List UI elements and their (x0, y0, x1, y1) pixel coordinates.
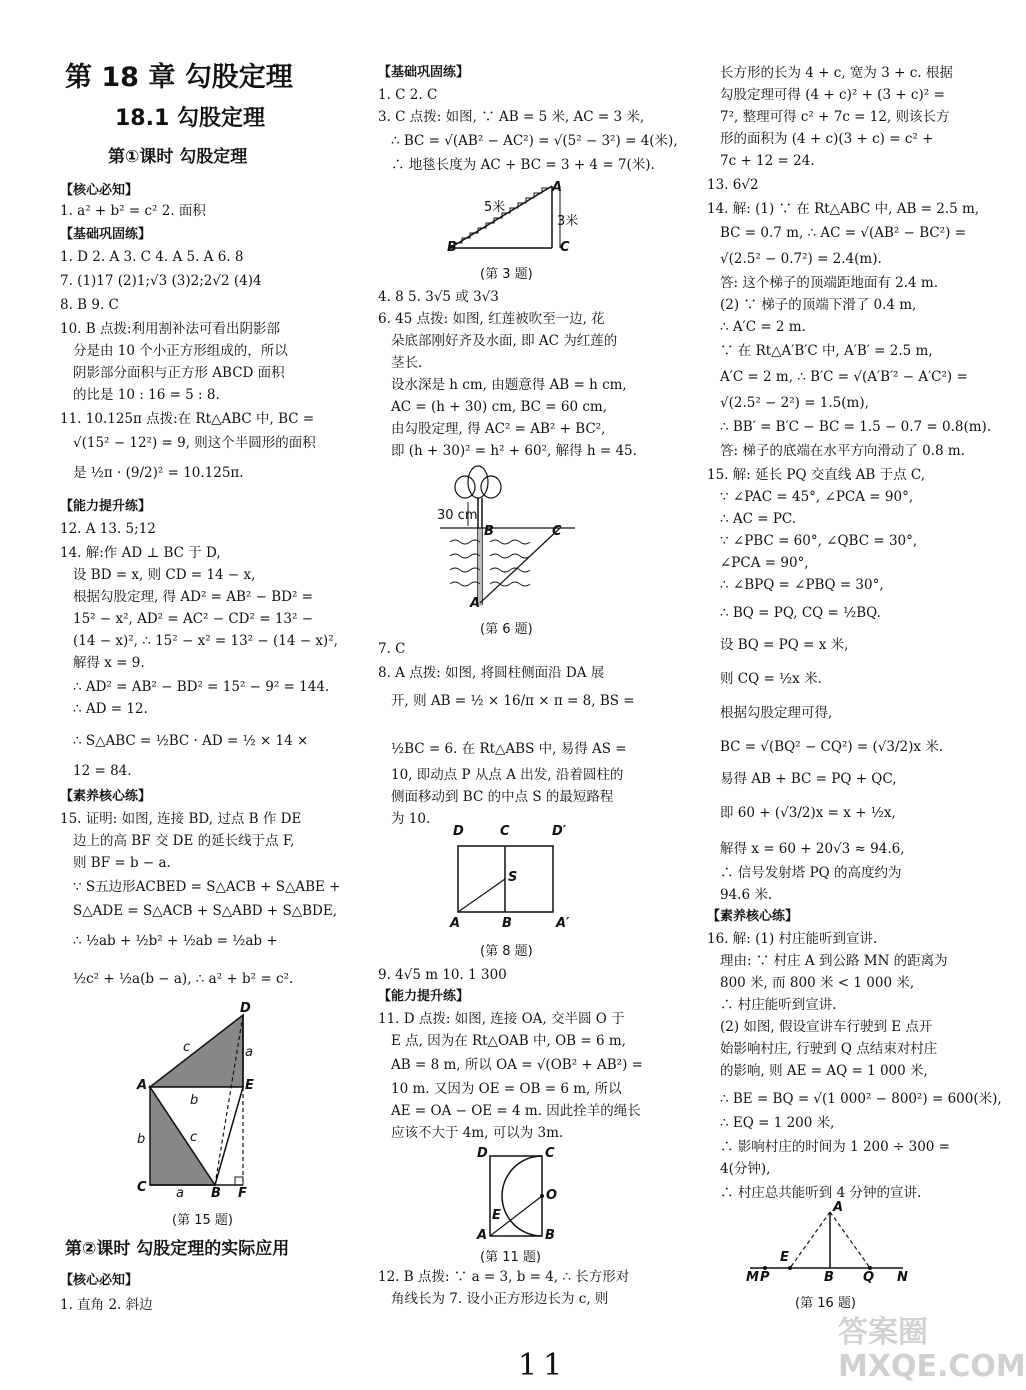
label: P (760, 1270, 770, 1285)
text-line: √(15² − 12²) = 9, 则这个半圆形的面积 (73, 435, 316, 451)
text-line: 【能力提升练】 (60, 499, 152, 514)
text-line: 8. B 9. C (60, 297, 119, 313)
text-line: 14. 解:作 AD ⊥ BC 于 D, (60, 545, 221, 561)
figure-caption: (第 3 题) (480, 267, 533, 282)
text-line: ∴ EQ = 1 200 米, (720, 1115, 835, 1131)
text-line: 的比是 10 : 16 = 5 : 8. (73, 387, 220, 403)
label: A (552, 180, 563, 195)
text-line: 长方形的长为 4 + c, 宽为 3 + c. 根据 (720, 65, 953, 81)
text-line: 边上的高 BF 交 DE 的延长线于点 F, (73, 833, 295, 849)
text-line: 【能力提升练】 (378, 989, 470, 1004)
text-line: 7. (1)17 (2)1;√3 (3)2;2√2 (4)4 (60, 273, 262, 289)
text-line: 10. B 点拨:利用割补法可看出阴影部 (60, 321, 281, 337)
watermark-logo: 答案圈 MXQE.COM (838, 1315, 1026, 1384)
text-line: 勾股定理可得 (4 + c)² + (3 + c)² = (720, 87, 945, 103)
text-line: ∵ 在 Rt△A′B′C 中, A′B′ = 2.5 m, (720, 343, 933, 359)
text-line: 6. 45 点拨: 如图, 红莲被吹至一边, 花 (378, 311, 605, 327)
text-line: 设水深是 h cm, 由题意得 AB = h cm, (391, 377, 627, 393)
label: b (137, 1132, 146, 1147)
label: 5米 (484, 200, 506, 215)
label: 30 cm (437, 508, 478, 523)
figure-caption: (第 11 题) (480, 1250, 541, 1265)
text-line: 解得 x = 9. (73, 655, 145, 671)
text-line: 即 (h + 30)² = h² + 60², 解得 h = 45. (391, 443, 637, 459)
text-line: 【核心必知】 (60, 1273, 139, 1288)
label: E (245, 1078, 254, 1093)
text-line: 【素养核心练】 (60, 789, 152, 804)
figure-6-diagram (430, 460, 590, 610)
label: b (190, 1093, 199, 1108)
text-line: AB = 8 m, 所以 OA = √(OB² + AB²) = (391, 1057, 643, 1073)
text-line: 16. 解: (1) 村庄能听到宣讲. (707, 931, 878, 947)
label: S (508, 870, 518, 885)
text-line: ∵ S五边形ACBED = S△ACB + S△ABE + (73, 879, 341, 895)
text-line: 7. C (378, 641, 406, 657)
text-line: ½c² + ½a(b − a), ∴ a² + b² = c². (73, 971, 294, 987)
label: A (833, 1200, 844, 1215)
label: A′ (556, 916, 570, 931)
label: F (238, 1186, 247, 1201)
figure-caption: (第 6 题) (480, 622, 533, 637)
text-line: 【基础巩固练】 (378, 65, 470, 80)
label: A (450, 916, 461, 931)
text-line: E 点, 因为在 Rt△OAB 中, OB = 6 m, (391, 1033, 626, 1049)
text-line: 10 m. 又因为 OE = OB = 6 m, 所以 (391, 1081, 622, 1097)
text-line: ∴ BQ = PQ, CQ = ½BQ. (720, 605, 881, 621)
text-line: 7², 整理可得 c² + 7c = 12, 则该长方 (720, 109, 950, 125)
text-line: 是 ½π · (9/2)² = 10.125π. (73, 465, 244, 481)
text-line: 的影响, 则 AE = AQ = 1 000 米, (720, 1063, 928, 1079)
label: O (546, 1188, 558, 1203)
text-line: √(2.5² − 2²) = 1.5(m), (720, 395, 869, 411)
label: D′ (552, 824, 567, 839)
figure-16-diagram (745, 1200, 915, 1280)
text-line: 1. C 2. C (378, 87, 438, 103)
text-line: ∴ AC = PC. (720, 511, 797, 527)
text-line: 7c + 12 = 24. (720, 153, 815, 169)
text-line: ∴ ∠BPQ = ∠PBQ = 30°, (720, 577, 884, 593)
text-line: AE = OA − OE = 4 m. 因此拴羊的绳长 (391, 1103, 641, 1119)
text-line: 【素养核心练】 (707, 909, 799, 924)
page-number: 11 (518, 1348, 569, 1383)
text-line: 15. 证明: 如图, 连接 BD, 过点 B 作 DE (60, 811, 302, 827)
label: A (470, 596, 481, 611)
text-line: 3. C 点拨: 如图, ∵ AB = 5 米, AC = 3 米, (378, 109, 645, 125)
text-line: 答: 这个梯子的顶端距地面有 2.4 m. (720, 275, 938, 291)
text-line: ∠PCA = 90°, (720, 555, 809, 571)
figure-caption: (第 15 题) (172, 1213, 233, 1228)
text-line: ½BC = 6. 在 Rt△ABS 中, 易得 AS = (391, 741, 627, 757)
text-line: 12. B 点拨: ∵ a = 3, b = 4, ∴ 长方形对 (378, 1269, 630, 1285)
text-line: 1. D 2. A 3. C 4. A 5. A 6. 8 (60, 249, 244, 265)
text-line: 4(分钟), (720, 1161, 771, 1177)
text-line: 【核心必知】 (60, 183, 139, 198)
text-line: 即 60 + (√3/2)x = x + ½x, (720, 805, 896, 821)
text-line: 12. A 13. 5;12 (60, 521, 156, 537)
text-line: 形的面积为 (4 + c)(3 + c) = c² + (720, 131, 934, 147)
figure-8-diagram (450, 838, 560, 918)
text-line: A′C = 2 m, ∴ B′C = √(A′B′² − A′C²) = (720, 369, 968, 385)
label: A (137, 1078, 148, 1093)
text-line: 则 CQ = ½x 米. (720, 671, 822, 687)
figure-caption: (第 8 题) (480, 944, 533, 959)
text-line: √(2.5² − 0.7²) = 2.4(m). (720, 251, 882, 267)
label: a (245, 1045, 253, 1060)
text-line: 侧面移动到 BC 的中点 S 的最短路程 (391, 789, 614, 805)
text-line: 14. 解: (1) ∵ 在 Rt△ABC 中, AB = 2.5 m, (707, 201, 980, 217)
text-line: 【基础巩固练】 (60, 227, 152, 242)
section-title: 18.1 勾股定理 (115, 106, 265, 131)
text-line: ∴ BB′ = B′C − BC = 1.5 − 0.7 = 0.8(m). (720, 419, 992, 435)
text-line: 11. 10.125π 点拨:在 Rt△ABC 中, BC = (60, 411, 315, 427)
label: B (484, 524, 494, 539)
text-line: 则 BF = b − a. (73, 855, 171, 871)
text-line: AC = (h + 30) cm, BC = 60 cm, (391, 399, 608, 415)
text-line: 8. A 点拨: 如图, 将圆柱侧面沿 DA 展 (378, 665, 605, 681)
text-line: 根据勾股定理, 得 AD² = AB² − BD² = (73, 589, 313, 605)
text-line: ∵ ∠PBC = 60°, ∠QBC = 30°, (720, 533, 918, 549)
label: B (211, 1186, 221, 1201)
figure-caption: (第 16 题) (795, 1296, 856, 1311)
label: D (453, 824, 464, 839)
text-line: BC = 0.7 m, ∴ AC = √(AB² − BC²) = (720, 225, 967, 241)
lesson-title: 第①课时 勾股定理 (108, 147, 248, 167)
label: B (545, 1228, 555, 1243)
text-line: ∴ S△ABC = ½BC · AD = ½ × 14 × (73, 733, 309, 749)
label: B (824, 1270, 834, 1285)
text-line: ∵ ∠PAC = 45°, ∠PCA = 90°, (720, 489, 914, 505)
label: A (477, 1228, 488, 1243)
text-line: ∴ A′C = 2 m. (720, 319, 806, 335)
text-line: 15. 解: 延长 PQ 交直线 AB 于点 C, (707, 467, 926, 483)
text-line: 15² − x², AD² = AC² − CD² = 13² − (73, 611, 314, 627)
text-line: ∴ 地毯长度为 AC + BC = 3 + 4 = 7(米). (391, 157, 655, 173)
label: N (897, 1270, 908, 1285)
text-line: 角线长为 7. 设小正方形边长为 c, 则 (391, 1291, 609, 1307)
text-line: 4. 8 5. 3√5 或 3√3 (378, 289, 499, 305)
text-line: ∴ ½ab + ½b² + ½ab = ½ab + (73, 933, 278, 949)
label: E (492, 1208, 501, 1223)
label: B (502, 916, 512, 931)
label: C (552, 524, 562, 539)
label: c (183, 1040, 191, 1055)
label: Q (863, 1270, 875, 1285)
label: c (190, 1130, 198, 1145)
label: 3米 (557, 214, 579, 229)
text-line: 开, 则 AB = ½ × 16/π × π = 8, BS = (391, 693, 635, 709)
label: C (560, 240, 570, 255)
text-line: 应该不大于 4m, 可以为 3m. (391, 1125, 564, 1141)
text-line: BC = √(BQ² − CQ²) = (√3/2)x 米. (720, 739, 944, 755)
text-line: 1. a² + b² = c² 2. 面积 (60, 203, 206, 219)
text-line: 1. 直角 2. 斜边 (60, 1297, 153, 1313)
text-line: 为 10. (391, 811, 431, 827)
label: C (500, 824, 510, 839)
text-line: ∴ BE = BQ = √(1 000² − 800²) = 600(米), (720, 1091, 1002, 1107)
text-line: 11. D 点拨: 如图, 连接 OA, 交半圆 O 于 (378, 1011, 625, 1027)
label: C (545, 1146, 555, 1161)
label: D (477, 1146, 488, 1161)
text-line: 设 BD = x, 则 CD = 14 − x, (73, 567, 256, 583)
text-line: 朵底部刚好齐及水面, 即 AC 为红莲的 (391, 333, 618, 349)
lesson-title: 第②课时 勾股定理的实际应用 (65, 1239, 290, 1259)
text-line: 解得 x = 60 + 20√3 ≈ 94.6, (720, 841, 905, 857)
text-line: 茎长. (391, 355, 423, 371)
text-line: 94.6 米. (720, 887, 773, 903)
text-line: ∴ 影响村庄的时间为 1 200 ÷ 300 = (720, 1139, 950, 1155)
label: C (137, 1180, 147, 1195)
chapter-title: 第 18 章 勾股定理 (65, 62, 293, 93)
text-line: (14 − x)², ∴ 15² − x² = 13² − (14 − x)², (73, 633, 338, 649)
text-line: 由勾股定理, 得 AC² = AB² + BC², (391, 421, 606, 437)
text-line: 10, 即动点 P 从点 A 出发, 沿着圆柱的 (391, 767, 624, 783)
text-line: 根据勾股定理可得, (720, 705, 833, 721)
text-line: 答: 梯子的底端在水平方向滑动了 0.8 m. (720, 443, 965, 459)
text-line: ∴ AD = 12. (73, 701, 148, 717)
label: a (176, 1186, 184, 1201)
text-line: (2) ∵ 梯子的顶端下滑了 0.4 m, (720, 297, 917, 313)
label: M (746, 1270, 759, 1285)
text-line: 13. 6√2 (707, 177, 759, 193)
text-line: 理由: ∵ 村庄 A 到公路 MN 的距离为 (720, 953, 948, 969)
text-line: 设 BQ = PQ = x 米, (720, 637, 849, 653)
text-line: ∴ 信号发射塔 PQ 的高度约为 (720, 865, 902, 881)
text-line: ∴ 村庄总共能听到 4 分钟的宣讲. (720, 1185, 922, 1201)
label: D (240, 1001, 251, 1016)
text-line: 800 米, 而 800 米 < 1 000 米, (720, 975, 915, 991)
text-line: ∴ AD² = AB² − BD² = 15² − 9² = 144. (73, 679, 330, 695)
text-line: 始影响村庄, 行驶到 Q 点结束对村庄 (720, 1041, 938, 1057)
label: B (447, 240, 457, 255)
text-line: (2) 如图, 假设宣讲车行驶到 E 点开 (720, 1019, 933, 1035)
label: E (780, 1250, 789, 1265)
text-line: 分是由 10 个小正方形组成的，所以 (73, 343, 288, 359)
text-line: ∴ BC = √(AB² − AC²) = √(5² − 3²) = 4(米), (391, 133, 678, 149)
text-line: ∴ 村庄能听到宣讲. (720, 997, 837, 1013)
text-line: S△ADE = S△ACB + S△ABD + S△BDE, (73, 903, 338, 919)
text-line: 阴影部分面积与正方形 ABCD 面积 (73, 365, 285, 381)
text-line: 易得 AB + BC = PQ + QC, (720, 771, 897, 787)
text-line: 12 = 84. (73, 763, 132, 779)
text-line: 9. 4√5 m 10. 1 300 (378, 967, 507, 983)
